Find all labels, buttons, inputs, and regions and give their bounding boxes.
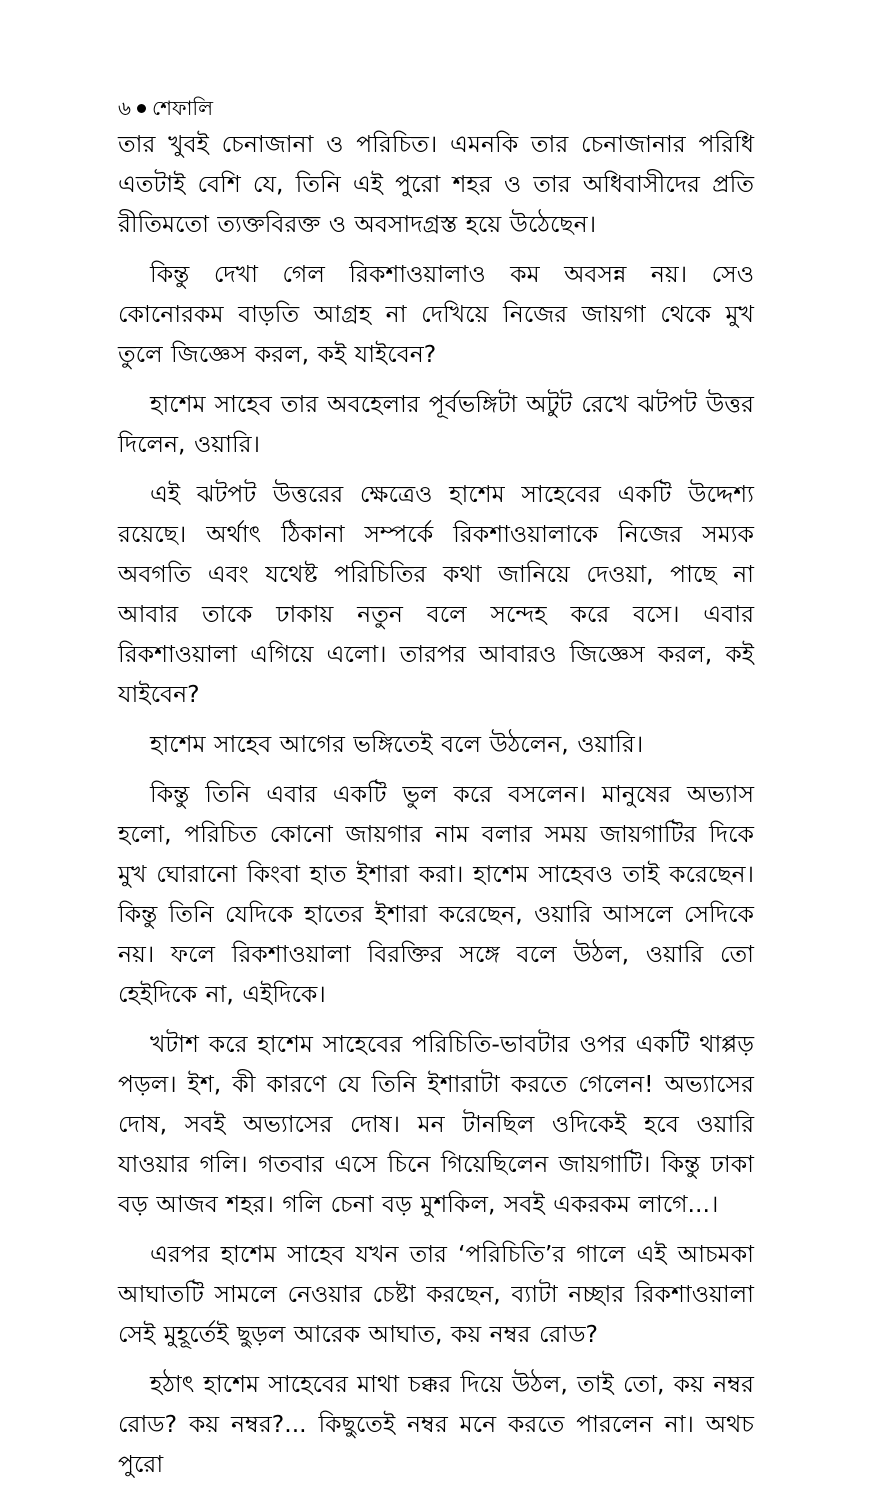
page-number: ৬ bbox=[118, 96, 132, 120]
paragraph: এই ঝটপট উত্তরের ক্ষেত্রেও হাশেম সাহেবের একটি উদ্দেশ্য রয়েছে। অর্থাৎ ঠিকানা সম্পর্কে রিকশাওয়ালাকে নিজের সম্যক অবগতি এবং যথেষ্ট পরিচিতির কথা জানিয়ে দেওয়া, পাছে না আবার তাকে ঢাকায় নতুন বলে সন্দেহ করে বসে। এবার রিকশাওয়ালা এগিয়ে এলো। তারপর আবারও জিজ্ঞেস করল, কই যাইবেন? bbox=[118, 480, 754, 708]
bullet-separator-icon bbox=[137, 104, 146, 113]
book-page bbox=[118, 92, 754, 1494]
paragraph: হাশেম সাহেব তার অবহেলার পূর্বভঙ্গিটা অটুট রেখে ঝটপট উত্তর দিলেন, ওয়ারি। bbox=[118, 390, 754, 458]
book-title: শেফালি bbox=[152, 96, 214, 120]
paragraph: এরপর হাশেম সাহেব যখন তার ‘পরিচিতি’র গালে এই আচমকা আঘাতটি সামলে নেওয়ার চেষ্টা করছেন, ব্যাটা নচ্ছার রিকশাওয়ালা সেই মুহূর্তেই ছুড়ল আরেক আঘাত, কয় নম্বর রোড? bbox=[118, 1240, 754, 1348]
paragraph: হঠাৎ হাশেম সাহেবের মাথা চক্কর দিয়ে উঠল, তাই তো, কয় নম্বর রোড? কয় নম্বর?... কিছুতেই নম্বর মনে করতে পারলেন না। অথচ পুরো bbox=[118, 1370, 754, 1478]
paragraph: হাশেম সাহেব আগের ভঙ্গিতেই বলে উঠলেন, ওয়ারি। bbox=[150, 730, 644, 758]
paragraph: কিন্তু দেখা গেল রিকশাওয়ালাও কম অবসন্ন নয়। সেও কোনোরকম বাড়তি আগ্রহ না দেখিয়ে নিজের জায়গা থেকে মুখ তুলে জিজ্ঞেস করল, কই যাইবেন? bbox=[118, 260, 754, 368]
running-header bbox=[118, 92, 754, 124]
paragraph: খটাশ করে হাশেম সাহেবের পরিচিতি-ভাবটার ওপর একটি থাপ্পড় পড়ল। ইশ, কী কারণে যে তিনি ইশারাটা করতে গেলেন! অভ্যাসের দোষ, সবই অভ্যাসের দোষ। মন টানছিল ওদিকেই হবে ওয়ারি যাওয়ার গলি। গতবার এসে চিনে গিয়েছিলেন জায়গাটি। কিন্তু ঢাকা বড় আজব শহর। গলি চেনা বড় মুশকিল, সবই একরকম লাগে...। bbox=[118, 1030, 754, 1218]
paragraph: কিন্তু তিনি এবার একটি ভুল করে বসলেন। মানুষের অভ্যাস হলো, পরিচিত কোনো জায়গার নাম বলার সময় জায়গাটির দিকে মুখ ঘোরানো কিংবা হাত ইশারা করা। হাশেম সাহেবও তাই করেছেন। কিন্তু তিনি যেদিকে হাতের ইশারা করেছেন, ওয়ারি আসলে সেদিকে নয়। ফলে রিকশাওয়ালা বিরক্তির সঙ্গে বলে উঠল, ওয়ারি তো হেইদিকে না, এইদিকে। bbox=[118, 780, 754, 1008]
paragraph: তার খুবই চেনাজানা ও পরিচিত। এমনকি তার চেনাজানার পরিধি এতটাই বেশি যে, তিনি এই পুরো শহর ও তার অধিবাসীদের প্রতি রীতিমতো ত্যক্তবিরক্ত ও অবসাদগ্রস্ত হয়ে উঠেছেন। bbox=[118, 130, 754, 238]
